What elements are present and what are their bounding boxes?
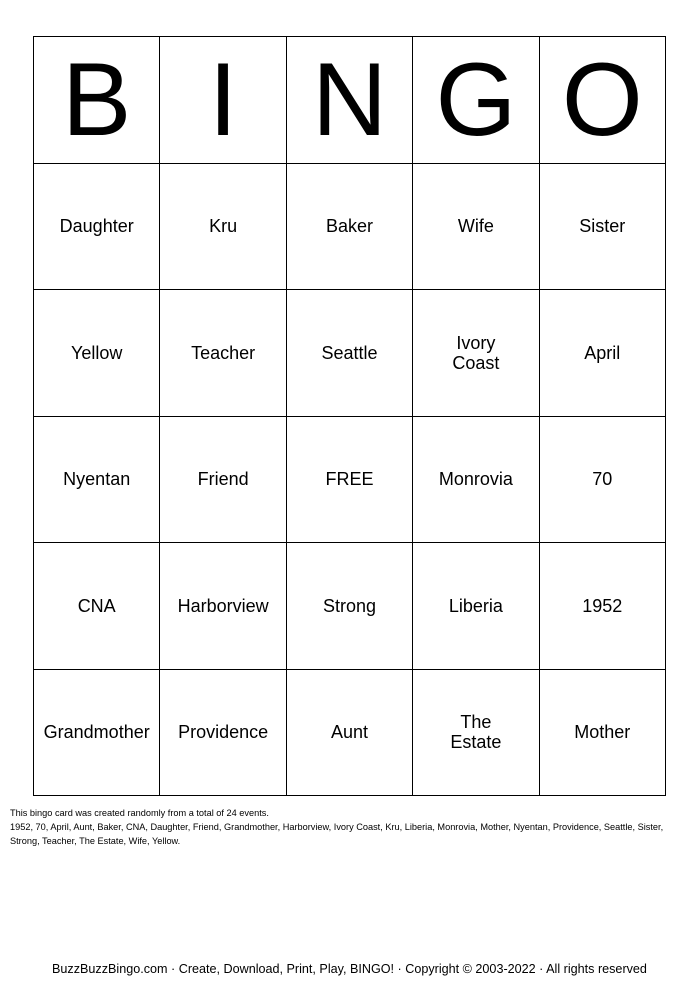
bingo-cell (160, 164, 286, 291)
bingo-cell (287, 164, 413, 291)
cell-text: Ivory Coast (452, 332, 500, 373)
events-footnote (10, 806, 690, 848)
bingo-cell (34, 543, 160, 670)
bingo-cell (540, 290, 666, 417)
footnote-events: 1952, 70, April, Aunt, Baker, CNA, Daughter, Friend, Grandmother, Harborview, Ivory Coast, Kru, Liberia, Monrovia, Mother, Nyentan, Providence, Seattle, Sister, Strong, Teacher, The Estate, Wife, Yellow. (10, 822, 664, 846)
cell-text: Strong (322, 595, 377, 616)
cell-text: Providence (178, 722, 269, 743)
bingo-cell (540, 417, 666, 544)
cell-text: Kru (209, 216, 238, 237)
cell-text: Monrovia (438, 469, 513, 490)
bingo-cell (413, 290, 539, 417)
header-cell-i (160, 37, 286, 164)
header-cell-b (34, 37, 160, 164)
cell-text: Sister (579, 216, 626, 237)
cell-text: Harborview (177, 595, 269, 616)
header-cell-o (540, 37, 666, 164)
bingo-cell (34, 290, 160, 417)
cell-text: Yellow (71, 342, 123, 363)
bingo-cell (287, 290, 413, 417)
header-cell-g (413, 37, 539, 164)
bingo-cell (34, 164, 160, 291)
cell-text: April (584, 342, 621, 363)
bingo-cell (413, 670, 539, 797)
bingo-cell (413, 164, 539, 291)
bingo-cell (160, 543, 286, 670)
bingo-cell (34, 670, 160, 797)
cell-text: Teacher (191, 342, 256, 363)
bingo-cell (540, 670, 666, 797)
cell-text: 70 (592, 469, 613, 490)
bingo-card (33, 36, 666, 796)
cell-text: Liberia (448, 595, 503, 616)
cell-text: FREE (325, 469, 374, 490)
bingo-cell (160, 670, 286, 797)
cell-text: Grandmother (43, 722, 150, 743)
header-letter: I (208, 41, 238, 158)
site-footer: BuzzBuzzBingo.com · Create, Download, Print, Play, BINGO! · Copyright © 2003-2022 · All rights reserved (52, 962, 647, 976)
cell-text: The Estate (450, 712, 502, 753)
header-letter: B (62, 41, 132, 158)
free-cell (287, 417, 413, 544)
bingo-cell (160, 290, 286, 417)
header-letter: N (311, 41, 388, 158)
header-letter: O (561, 41, 643, 158)
bingo-cell (287, 670, 413, 797)
cell-text: CNA (77, 595, 116, 616)
bingo-cell (413, 417, 539, 544)
bingo-cell (34, 417, 160, 544)
cell-text: Daughter (59, 216, 134, 237)
bingo-cell (413, 543, 539, 670)
header-cell-n (287, 37, 413, 164)
cell-text: Friend (197, 469, 249, 490)
bingo-cell (540, 164, 666, 291)
cell-text: 1952 (582, 595, 623, 616)
header-letter: G (435, 41, 517, 158)
bingo-cell (287, 543, 413, 670)
bingo-cell (540, 543, 666, 670)
cell-text: Seattle (321, 342, 378, 363)
cell-text: Aunt (330, 722, 368, 743)
cell-text: Mother (574, 722, 631, 743)
cell-text: Baker (325, 216, 373, 237)
footnote-intro: This bingo card was created randomly from a total of 24 events. (10, 808, 269, 818)
bingo-cell (160, 417, 286, 544)
cell-text: Wife (457, 216, 494, 237)
cell-text: Nyentan (63, 469, 131, 490)
